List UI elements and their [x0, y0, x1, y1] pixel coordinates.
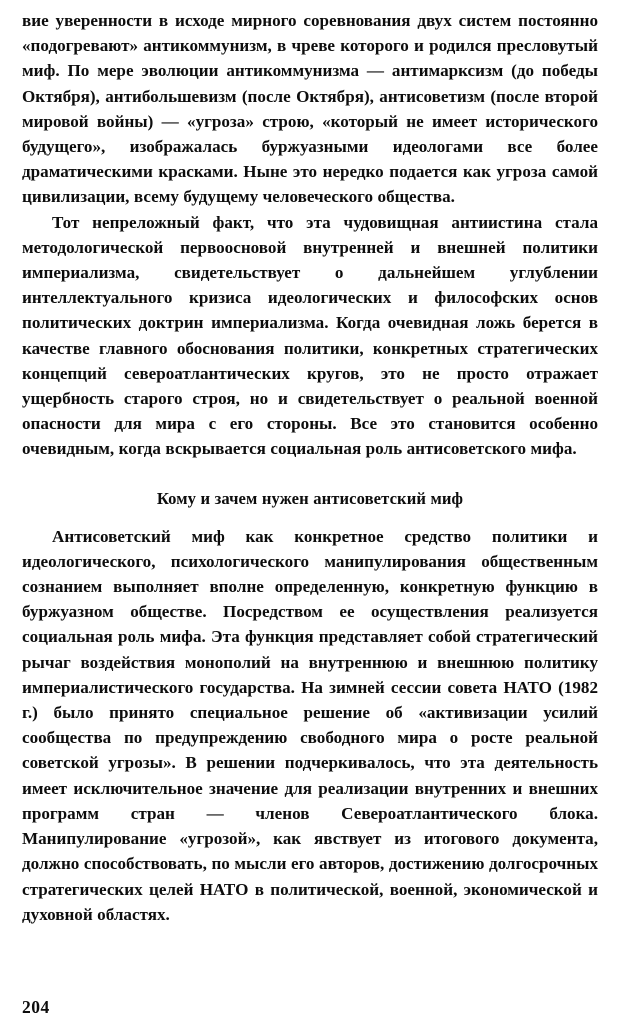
- section-heading: Кому и зачем нужен антисоветский миф: [156, 488, 464, 508]
- paragraph: Антисоветский миф как конкретное средство политики и идеологического, психологического манипулирования общественным сознанием выполняет вполне определенную, конкретную функцию в буржуазном обществе. Посредством ее осуществления реализуется социальная роль мифа. Эта функция представляет собой стратегический рычаг воздействия монополий на внутреннюю и внешнюю политику империалистического государства. На зимней сессии совета НАТО (1982 г.) было принято специальное решение об «активизации усилий сообщества по предупреждению свободного мира о росте реальной советской угрозы». В решении подчеркивалось, что эта деятельность имеет исключительное значение для реализации внутренних и внешних программ стран — членов Североатлантического блока. Манипулирование «угрозой», как явствует из итогового документа, должно способствовать, по мысли его авторов, достижению долгосрочных стратегических целей НАТО в политической, военной, экономической и духовной областях.: [22, 526, 598, 924]
- page-body: [22, 8, 598, 927]
- paragraph-continuation: вие уверенности в исходе мирного соревнования двух систем постоянно «подогревают» антикоммунизм, в чреве которого и родился пресловутый миф. По мере эволюции антикоммунизма — антимарксизм (до победы Октября), антибольшевизм (после Октября), антисоветизм (после второй мировой войны) — «угроза» строю, «который не имеет исторического будущего», изображалась буржуазными идеологами все более драматическими красками. Ныне это нередко подается как угроза самой цивилизации, всему будущему человеческого общества.: [22, 11, 598, 207]
- paragraph: Тот непреложный факт, что эта чудовищная антиистина стала методологической первоосновой внутренней и внешней политики империализма, свидетельствует о дальнейшем углублении интеллектуального кризиса идеологических и философских основ политических доктрин империализма. Когда очевидная ложь берется в качестве главного обоснования политики, конкретных стратегических концепций североатлантических кругов, это не просто отражает ущербность старого строя, но и свидетельствует о реальной военной опасности для мира с его стороны. Все это становится особенно очевидным, когда вскрывается социальная роль антисоветского мифа.: [22, 212, 598, 459]
- page-number: 204: [22, 997, 50, 1017]
